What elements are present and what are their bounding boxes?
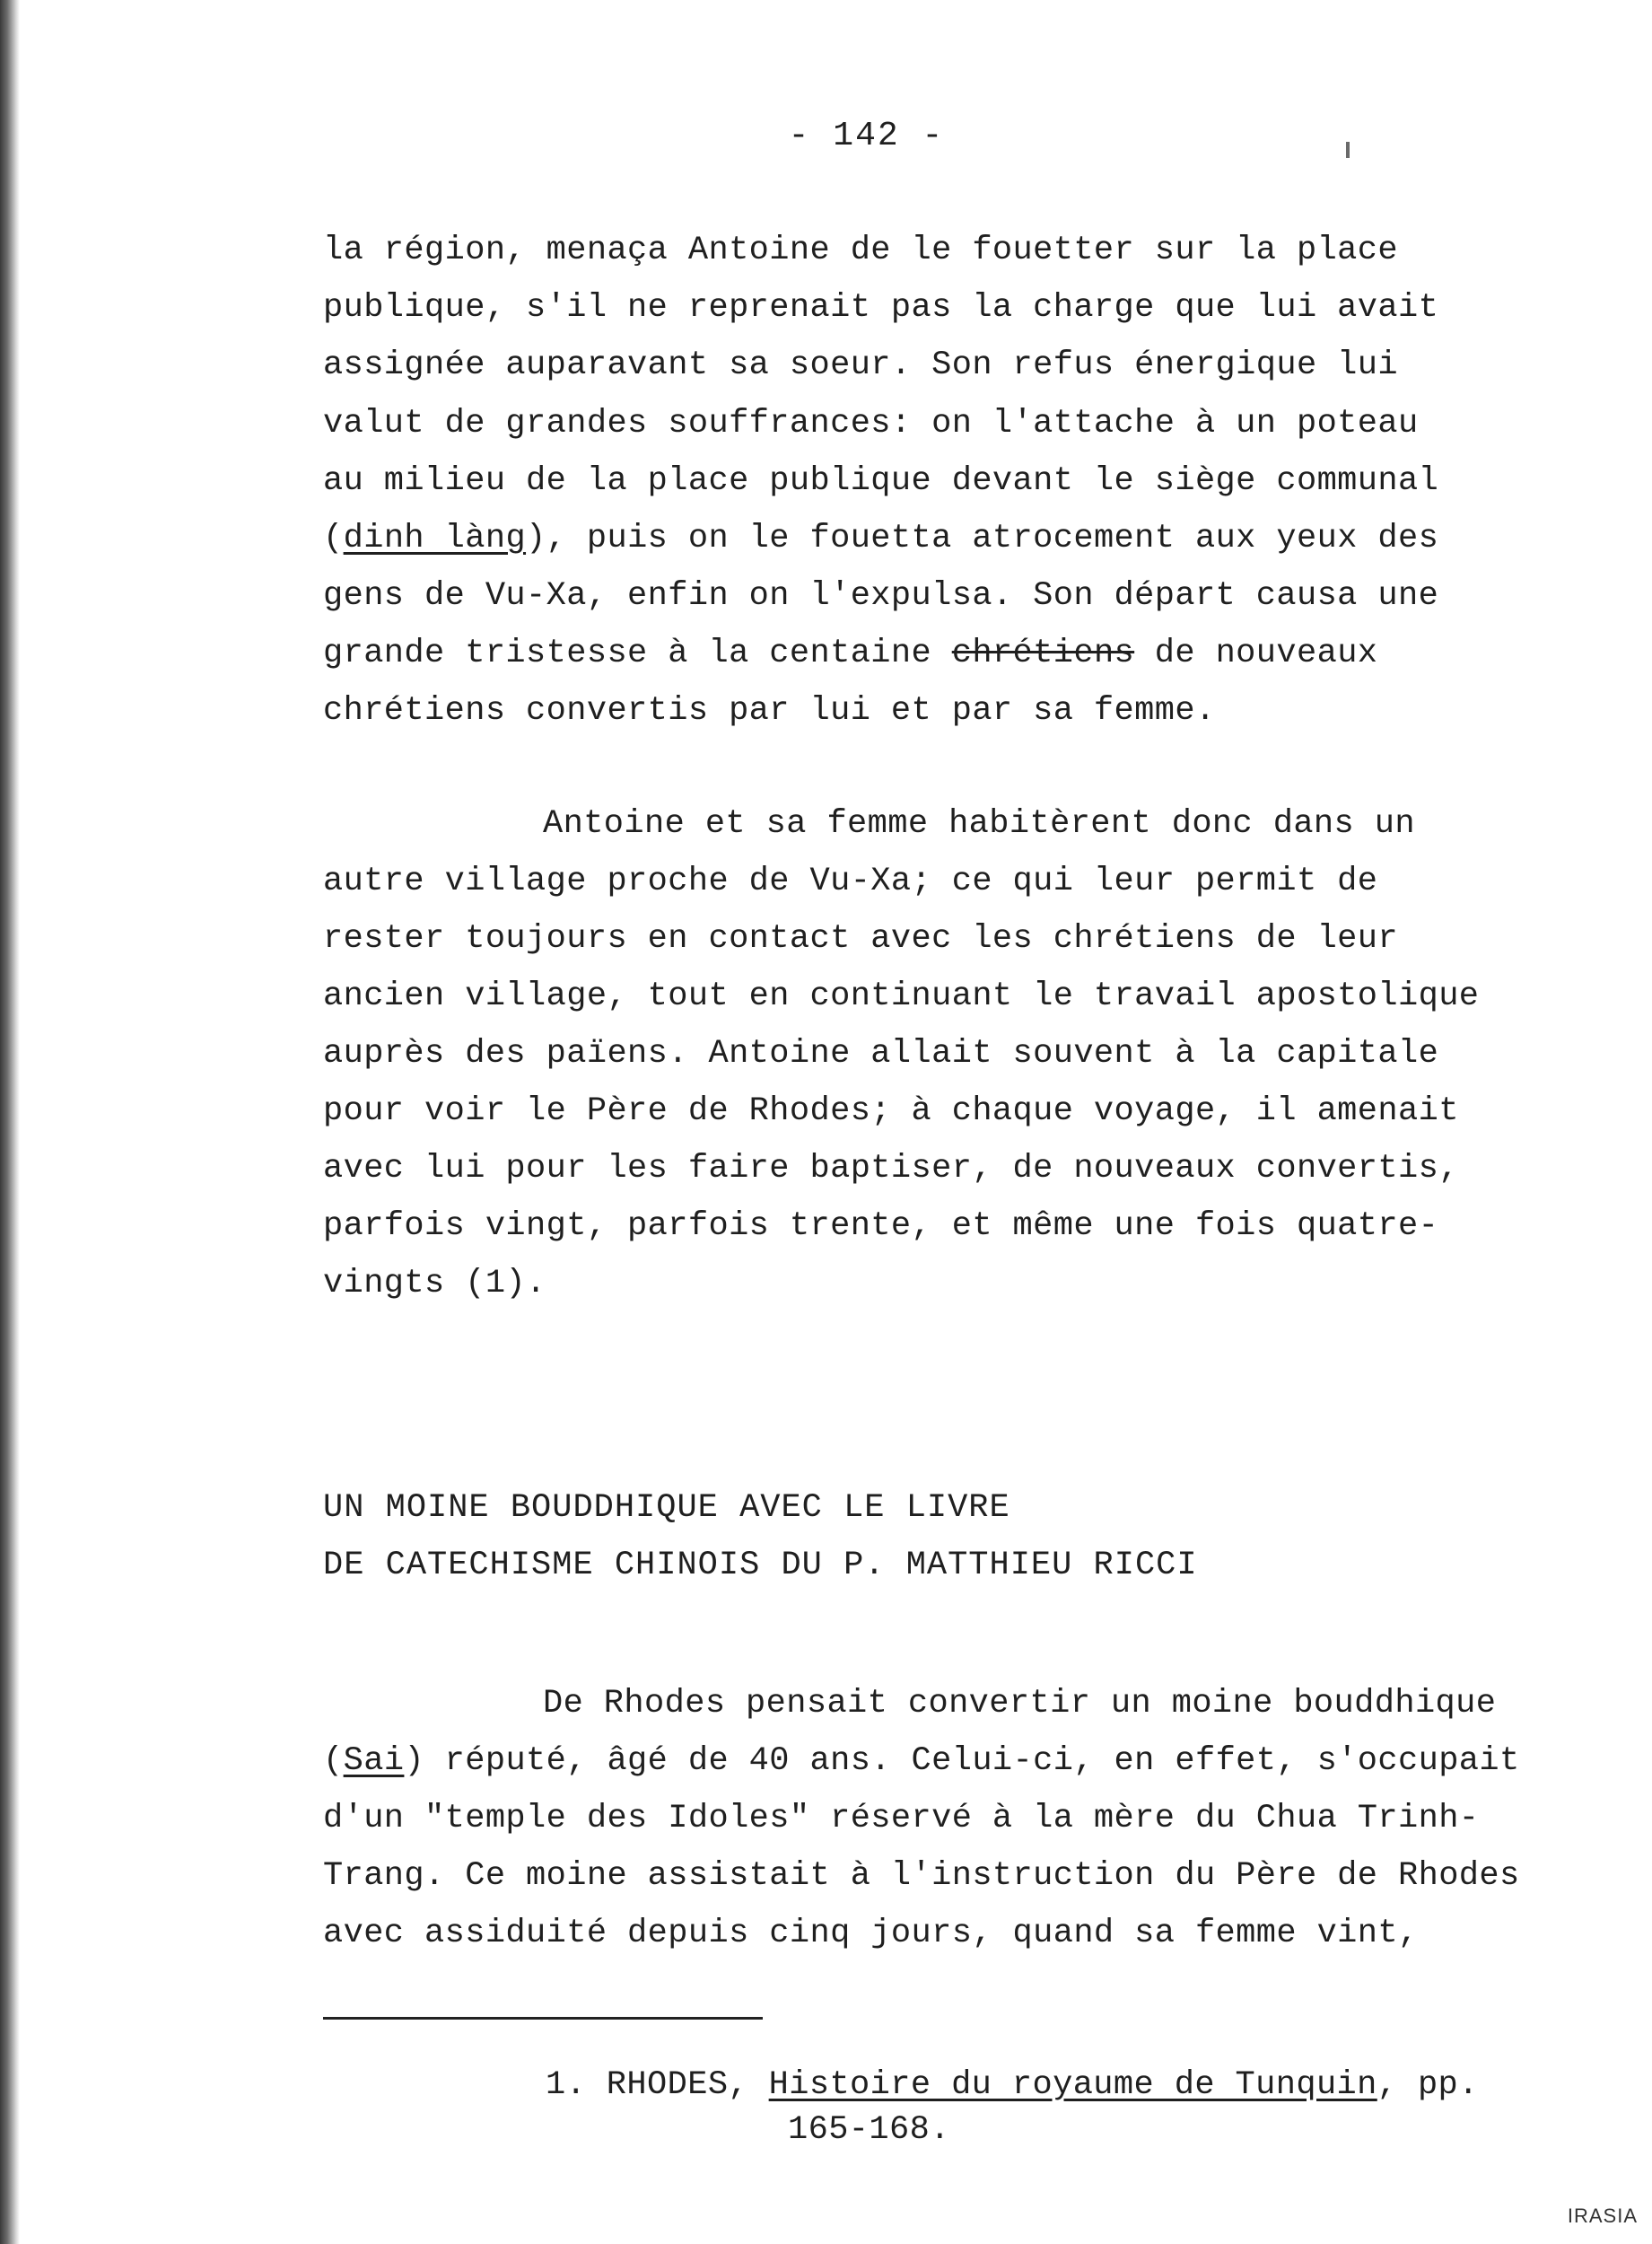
text-line: gens de Vu-Xa, enfin on l'expulsa. Son départ causa une [323, 577, 1439, 615]
text-line: rester toujours en contact avec les chrétiens de leur [323, 920, 1398, 958]
text-line: valut de grandes souffrances: on l'attache à un poteau [323, 405, 1419, 443]
struck-word: chrétiens [951, 635, 1135, 672]
footnote-pages: 165-168. [788, 2111, 950, 2149]
text-line: avec lui pour les faire baptiser, de nouveaux convertis, [323, 1150, 1459, 1188]
text-line: chrétiens convertis par lui et par sa femme. [323, 692, 1216, 730]
text-line: avec assiduité depuis cinq jours, quand sa femme vint, [323, 1915, 1419, 1952]
sai-term: Sai [343, 1742, 405, 1780]
text-line: au milieu de la place publique devant le siège communal [323, 462, 1439, 500]
page-number: - 142 - [788, 117, 945, 155]
text-line: vingts (1). [323, 1265, 546, 1302]
footnote-line: 1. RHODES, Histoire du royaume de Tunquin, pp. [546, 2066, 1479, 2104]
text-line: (Sai) réputé, âgé de 40 ans. Celui-ci, en effet, s'occupait [323, 1742, 1520, 1780]
text-line: la région, menaça Antoine de le fouetter sur la place [323, 232, 1398, 269]
text-line: autre village proche de Vu-Xa; ce qui leur permit de [323, 863, 1378, 900]
text-line: pour voir le Père de Rhodes; à chaque voyage, il amenait [323, 1092, 1459, 1130]
section-heading: DE CATECHISME CHINOIS DU P. MATTHIEU RICCI [323, 1547, 1198, 1584]
text-line: Antoine et sa femme habitèrent donc dans un [543, 805, 1415, 843]
text-line: grande tristesse à la centaine chrétiens de nouveaux [323, 635, 1378, 672]
text-line: assignée auparavant sa soeur. Son refus énergique lui [323, 346, 1398, 384]
text-line: ancien village, tout en continuant le travail apostolique [323, 977, 1480, 1015]
text-line: auprès des païens. Antoine allait souvent à la capitale [323, 1035, 1439, 1073]
footnote-separator [323, 2017, 763, 2020]
text-line: parfois vingt, parfois trente, et même une fois quatre- [323, 1207, 1439, 1245]
footnote-book-title: Histoire du royaume de Tunquin [768, 2066, 1377, 2104]
dinh-lang-term: dinh làng [343, 520, 527, 557]
text-line: publique, s'il ne reprenait pas la charge que lui avait [323, 289, 1439, 327]
watermark: IRASIA [1567, 2205, 1638, 2227]
text-line: Trang. Ce moine assistait à l'instruction du Père de Rhodes [323, 1857, 1520, 1895]
text-line: (dinh làng), puis on le fouetta atrocement aux yeux des [323, 520, 1439, 557]
text-line: d'un "temple des Idoles" réservé à la mère du Chua Trinh- [323, 1800, 1480, 1837]
text-line: De Rhodes pensait convertir un moine bouddhique [543, 1685, 1497, 1722]
section-heading: UN MOINE BOUDDHIQUE AVEC LE LIVRE [323, 1489, 1010, 1527]
